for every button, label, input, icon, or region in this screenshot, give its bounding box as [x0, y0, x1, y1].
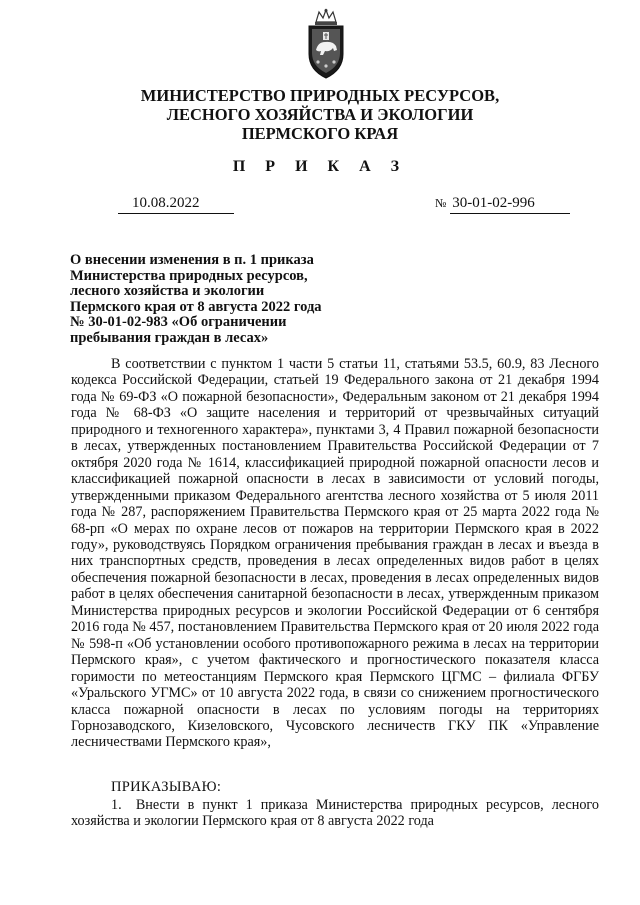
ministry-line-2: ЛЕСНОГО ХОЗЯЙСТВА И ЭКОЛОГИИ [166, 105, 474, 124]
order-directive: ПРИКАЗЫВАЮ: [111, 779, 222, 795]
subject-line-2: Министерства природных ресурсов, [70, 267, 308, 284]
order-item-1: 1. Внести в пункт 1 приказа Министерства природных ресурсов, лесного хозяйства и экологии Пермского края от 8 августа 2022 года [71, 797, 599, 830]
ministry-name [100, 86, 540, 143]
subject-line-5: № 30-01-02-983 «Об ограничении [70, 314, 287, 330]
number-sign: № [435, 196, 447, 210]
coat-of-arms-emblem [303, 8, 349, 80]
subject-line-3: лесного хозяйства и экологии [70, 283, 265, 299]
order-date: 10.08.2022 [118, 194, 234, 214]
order-number-block [435, 194, 570, 214]
subject-line-1: О внесении изменения в п. 1 приказа [70, 252, 314, 268]
preamble-paragraph: В соответствии с пунктом 1 части 5 статьи 11, статьями 53.5, 60.9, 83 Лесного кодекса Российской Федерации, статьей 19 Федерального закона от 21 декабря 1994 года № 69-ФЗ «О пожарной безопасности», Федеральным законом от 21 декабря 1994 года № 68-ФЗ «О защите населения и территорий от чрезвычайных ситуаций природного и техногенного характера», пунктами 3, 4 Правил пожарной безопасности в лесах, утвержденных постановлением Правительства Российской Федерации от 7 октября 2020 года № 1614, классификацией природной пожарной опасности лесов и классификацией пожарной опасности в лесах в зависимости от условий погоды, утвержденными приказом Федерального агентства лесного хозяйства от 5 июля 2011 года № 287, распоряжением Правительства Пермского края от 25 марта 2022 года № 68-рп «О мерах по охране лесов от пожаров на территории Пермского края в 2022 году», руководствуясь Порядком ограничения пребывания граждан в лесах и въезда в них транспортных средств, проведения в лесах определенных видов работ в целях обеспечения пожарной безопасности в лесах, проведения в лесах определенных видов работ в целях обеспечения санитарной безопасности в лесах, утвержденным приказом Министерства природных ресурсов и экологии Российской Федерации от 6 сентября 2016 года № 457, постановлением Правительства Пермского края от 20 июля 2022 года № 598-п «Об установлении особого противопожарного режима в лесах на территории Пермского края», с учетом фактического и прогностического показателя класса горимости по метеостанциям Пермского края Пермского ЦГМС – филиала ФГБУ «Уральского УГМС» от 10 августа 2022 года, в связи со снижением прогностического класса пожарной опасности в лесах по условиям погоды на территориях Горнозаводского, Кизеловского, Чусовского лесничеств ГКУ ПК «Управление лесничествами Пермского края», [71, 356, 599, 751]
order-subject [70, 253, 370, 346]
ministry-line-3: ПЕРМСКОГО КРАЯ [241, 124, 399, 143]
document-type-title: П Р И К А З [232, 158, 408, 175]
subject-line-6: пребывания граждан в лесах» [70, 329, 269, 346]
order-number: 30-01-02-996 [450, 194, 570, 214]
ministry-line-1: МИНИСТЕРСТВО ПРИРОДНЫХ РЕСУРСОВ, [140, 86, 500, 105]
subject-line-4: Пермского края от 8 августа 2022 года [70, 298, 322, 315]
